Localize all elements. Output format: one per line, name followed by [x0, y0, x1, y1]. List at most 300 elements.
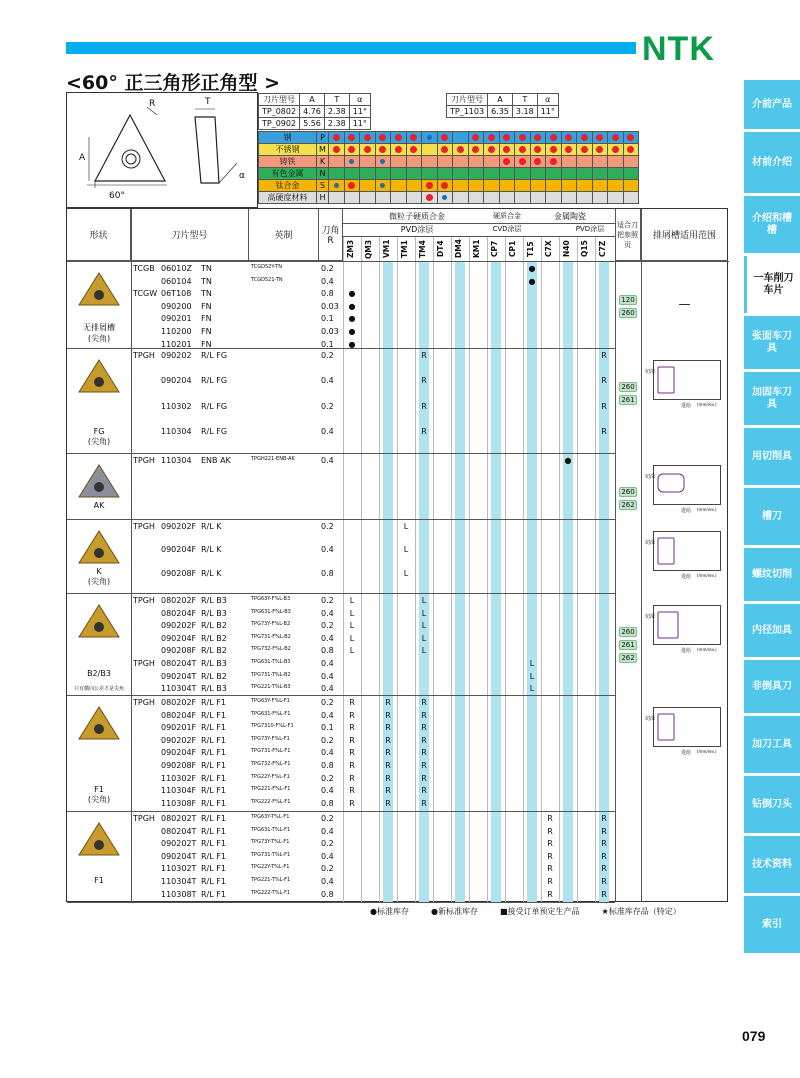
insert-size: 110304T — [161, 684, 197, 694]
shape-label: F1 (尖角) — [87, 785, 111, 804]
header-accent-bar — [66, 42, 636, 54]
stock-dot-icon — [627, 146, 634, 153]
material-cell — [546, 132, 562, 144]
grade-divider — [343, 237, 344, 902]
availability-mark: ● — [348, 339, 356, 349]
sidebar-item-label: 用切削具 — [752, 450, 792, 462]
sidebar-item[interactable] — [744, 428, 800, 485]
grade-label: Q15 — [580, 240, 589, 258]
grade-label: TM4 — [418, 240, 427, 258]
range-dash: — — [678, 297, 691, 311]
material-cell — [468, 192, 484, 204]
grade-column-band — [563, 261, 573, 902]
availability-mark: R — [349, 786, 355, 796]
ntk-logo: NTK — [642, 30, 715, 68]
material-cell — [592, 144, 608, 156]
material-cell — [530, 156, 546, 168]
insert-breaker: R/L F1 — [201, 698, 226, 707]
grade-divider — [541, 237, 542, 902]
availability-mark: R — [421, 698, 427, 707]
shape-label: B2/B3 — [87, 669, 111, 678]
insert-size: 110302T — [161, 864, 197, 874]
sidebar-item-label: 介前产品 — [752, 98, 792, 110]
availability-mark: R — [601, 426, 607, 436]
availability-mark: ● — [348, 314, 356, 324]
material-row — [259, 132, 639, 144]
stock-dot-icon — [534, 146, 541, 153]
shape-note: 只有横向公差才是尖角 — [73, 686, 124, 692]
ref-page-badge[interactable]: 261 — [619, 395, 637, 405]
insert-breaker: R/L K — [201, 568, 222, 578]
material-cell — [453, 156, 469, 168]
material-cell — [561, 144, 577, 156]
insert-radius: 0.1 — [321, 723, 334, 733]
material-cell — [515, 132, 531, 144]
material-cell — [499, 156, 515, 168]
material-name: 钛合金 — [259, 180, 317, 192]
insert-radius: 0.1 — [321, 314, 334, 324]
material-cell — [360, 180, 376, 192]
insert-size: 090201 — [161, 314, 192, 324]
grade-label: C7X — [544, 240, 553, 258]
material-cell — [515, 192, 531, 204]
insert-breaker: TN — [201, 289, 212, 299]
insert-english: TPG63Y-T%L-F1 — [251, 814, 290, 820]
grade-label: VM1 — [382, 239, 391, 259]
stock-dot-icon — [519, 158, 526, 165]
sidebar-item-label: 加固车刀具 — [752, 386, 792, 410]
material-cell — [391, 192, 407, 204]
insert-radius: 0.2 — [321, 735, 334, 745]
availability-mark: L — [403, 522, 409, 531]
material-cell — [422, 192, 438, 204]
availability-mark: R — [547, 814, 553, 823]
insert-size: 110302 — [161, 401, 192, 411]
insert-breaker: R/L F1 — [201, 839, 226, 849]
stock-dot-icon — [410, 134, 417, 141]
availability-mark: R — [547, 851, 553, 861]
header-radius: 刀角R — [319, 209, 343, 261]
insert-size: 090202F — [161, 621, 197, 631]
material-cell — [530, 168, 546, 180]
ref-page-badge[interactable]: 260 — [619, 382, 637, 392]
sidebar-item-label: 螺纹切削 — [752, 568, 792, 580]
insert-diagram — [66, 92, 258, 208]
ref-page-badge[interactable]: 262 — [619, 500, 637, 510]
insert-size: 090200 — [161, 301, 192, 311]
insert-breaker: R/L FG — [201, 376, 228, 386]
material-cell — [608, 192, 624, 204]
sidebar-item[interactable] — [744, 372, 800, 425]
material-cell — [375, 144, 391, 156]
material-cell — [608, 168, 624, 180]
group-micrograin: 微粒子硬质合金 — [389, 212, 445, 221]
chipbreaker-range-chart — [653, 605, 721, 645]
insert-size: 090208F — [161, 646, 197, 656]
insert-size: 090204T — [161, 851, 197, 861]
insert-radius: 0.4 — [321, 456, 334, 465]
insert-size: 06T108 — [161, 289, 192, 299]
sidebar — [744, 80, 800, 1000]
material-cell — [484, 156, 500, 168]
chart-unit: (mm/rev.) — [697, 573, 717, 578]
chart-unit: (mm/rev.) — [697, 749, 717, 754]
material-cell — [515, 180, 531, 192]
material-cell — [422, 144, 438, 156]
grade-column-band — [455, 261, 465, 902]
material-cell — [453, 144, 469, 156]
stock-dot-icon — [441, 146, 448, 153]
sidebar-item[interactable] — [744, 896, 800, 953]
legend-item: ●标准库存 — [370, 907, 409, 916]
ref-page-badge[interactable]: 261 — [619, 640, 637, 650]
insert-size: 080204F — [161, 710, 197, 720]
grade-divider — [577, 237, 578, 902]
stock-dot-icon — [364, 146, 371, 153]
grade-divider — [415, 237, 416, 902]
group-carbide-cvd: CVD涂层 — [492, 225, 522, 233]
insert-size: 080202F — [161, 698, 197, 707]
insert-breaker: R/L B3 — [201, 608, 227, 618]
insert-radius: 0.8 — [321, 289, 334, 299]
spec-header-cell: A — [300, 94, 325, 106]
stock-dot-icon — [333, 146, 340, 153]
insert-english: TPGH221-ENB-AK — [251, 456, 295, 462]
insert-size: 110304 — [161, 456, 192, 465]
sidebar-item[interactable] — [744, 488, 800, 545]
insert-breaker: R/L K — [201, 545, 222, 555]
insert-radius: 0.2 — [321, 621, 334, 631]
material-cell — [360, 144, 376, 156]
group-micrograin-pvd: PVD涂层 — [400, 225, 434, 234]
material-cell — [468, 156, 484, 168]
insert-english: TPG73Y-F%L-B2 — [251, 621, 291, 628]
availability-mark: R — [385, 723, 391, 733]
legend-item: ●新标准库存 — [430, 907, 478, 916]
stock-dot-icon — [472, 134, 479, 141]
insert-breaker: R/L FG — [201, 351, 228, 360]
insert-english: TPG22Y-F%L-F1 — [251, 773, 290, 780]
insert-breaker: R/L B3 — [201, 659, 227, 668]
insert-breaker: R/L FG — [201, 426, 228, 436]
insert-size: 090204F — [161, 545, 197, 555]
material-cell — [499, 168, 515, 180]
col-sep — [131, 209, 132, 902]
chipbreaker-range-chart — [653, 360, 721, 400]
material-cell — [329, 168, 345, 180]
insert-radius: 0.2 — [321, 814, 334, 823]
stock-dot-icon — [596, 134, 603, 141]
insert-breaker: R/L B2 — [201, 621, 227, 631]
legend-footer — [370, 906, 703, 917]
insert-size: 110308T — [161, 889, 197, 899]
insert-image — [75, 461, 123, 501]
material-cell — [530, 192, 546, 204]
material-cell — [484, 180, 500, 192]
spec-header-cell: 刀片型号 — [447, 94, 488, 106]
sidebar-item[interactable] — [744, 660, 800, 713]
stock-dot-icon — [503, 146, 510, 153]
insert-radius: 0.8 — [321, 798, 334, 808]
legend-item: ■接受订单预定生产品 — [499, 907, 580, 916]
insert-radius: 0.2 — [321, 596, 334, 605]
ref-page-badge[interactable]: 260 — [619, 627, 637, 637]
material-cell — [453, 192, 469, 204]
insert-radius: 0.4 — [321, 826, 334, 836]
material-cell — [561, 180, 577, 192]
sidebar-item-label: 槽刀 — [762, 510, 782, 522]
material-cell — [592, 156, 608, 168]
chart-xlabel: 进给 — [681, 508, 692, 514]
material-cell — [592, 180, 608, 192]
insert-english: TPG63Y-F%L-B3 — [251, 596, 291, 602]
stock-dot-icon — [550, 146, 557, 153]
material-cell — [344, 144, 360, 156]
insert-radius: 0.4 — [321, 877, 334, 886]
spec-cell: TP_1103 — [447, 106, 488, 118]
material-cell — [561, 192, 577, 204]
page-title: <60° 正三角形正角型 > — [66, 72, 281, 94]
material-cell — [406, 132, 422, 144]
sidebar-item[interactable] — [744, 256, 800, 313]
availability-mark: L — [421, 608, 427, 618]
material-cell — [344, 168, 360, 180]
spec-cell: 11° — [349, 106, 370, 118]
availability-mark: R — [601, 877, 607, 886]
material-code: M — [317, 144, 329, 156]
stock-dot-icon — [426, 194, 433, 201]
availability-mark: R — [601, 351, 607, 360]
stock-dot-icon — [441, 182, 448, 189]
ref-page-badge[interactable]: 260 — [619, 308, 637, 318]
material-cell — [546, 156, 562, 168]
sidebar-item[interactable] — [744, 80, 800, 129]
material-cell — [437, 156, 453, 168]
grade-divider — [487, 237, 488, 902]
stock-dot-icon — [348, 134, 355, 141]
insert-size: 110302F — [161, 773, 197, 783]
grade-label: CP1 — [508, 240, 517, 258]
insert-breaker: R/L B3 — [201, 684, 227, 694]
insert-breaker: R/L F1 — [201, 761, 226, 770]
availability-mark: R — [421, 761, 427, 770]
stock-dot-icon — [379, 134, 386, 141]
material-cell — [453, 132, 469, 144]
insert-breaker: R/L F1 — [201, 889, 226, 899]
chipbreaker-range-chart — [653, 707, 721, 747]
insert-size: 110200 — [161, 327, 192, 336]
material-row — [259, 156, 639, 168]
grade-divider — [379, 237, 380, 902]
ref-page-badge[interactable]: 120 — [619, 295, 637, 305]
grade-label: CP7 — [490, 240, 499, 258]
material-cell — [329, 192, 345, 204]
stock-dot-icon — [349, 159, 354, 164]
availability-mark: R — [385, 786, 391, 796]
insert-radius: 0.4 — [321, 748, 334, 758]
shape-label: FG (尖角) — [87, 427, 111, 446]
header-chipbreaker: 排屑槽适用范围 — [641, 209, 728, 261]
insert-series: TPGH — [133, 456, 155, 465]
material-cell — [406, 168, 422, 180]
availability-mark: R — [385, 698, 391, 707]
chart-unit: (mm/rev.) — [697, 507, 717, 512]
ref-page-badge[interactable]: 260 — [619, 487, 637, 497]
sidebar-item[interactable] — [744, 836, 800, 893]
sidebar-item[interactable] — [744, 776, 800, 833]
material-cell — [468, 180, 484, 192]
insert-image — [75, 527, 123, 567]
availability-mark: ● — [564, 456, 572, 465]
insert-radius: 0.4 — [321, 671, 334, 681]
material-cell — [391, 156, 407, 168]
insert-english: TPG631-F%L-F1 — [251, 710, 291, 717]
sidebar-item-label: 加刀工具 — [752, 738, 792, 750]
availability-mark: R — [349, 798, 355, 808]
insert-radius: 0.8 — [321, 761, 334, 770]
insert-size: 110304F — [161, 786, 197, 796]
grade-divider — [595, 237, 596, 902]
material-cell — [375, 180, 391, 192]
stock-dot-icon — [334, 183, 339, 188]
insert-size: 080204T — [161, 659, 197, 668]
insert-breaker: FN — [201, 339, 212, 349]
insert-size: 06010Z — [161, 264, 192, 273]
availability-mark: L — [349, 621, 355, 631]
material-cell — [484, 144, 500, 156]
insert-breaker: R/L F1 — [201, 798, 226, 808]
sidebar-item[interactable] — [744, 716, 800, 773]
grade-label: ZM3 — [346, 239, 355, 259]
insert-size: 080204T — [161, 826, 197, 836]
spec-table-left — [258, 93, 371, 130]
material-code: P — [317, 132, 329, 144]
availability-mark: L — [349, 633, 355, 643]
insert-radius: 0.4 — [321, 545, 334, 555]
material-cell — [375, 192, 391, 204]
sidebar-item[interactable] — [744, 132, 800, 193]
material-cell — [499, 192, 515, 204]
material-cell — [422, 168, 438, 180]
material-cell — [592, 168, 608, 180]
section-sep — [67, 695, 615, 696]
material-cell — [530, 132, 546, 144]
insert-english: TPG63Y-F%L-F1 — [251, 698, 290, 704]
insert-radius: 0.8 — [321, 568, 334, 578]
stock-dot-icon — [364, 134, 371, 141]
sidebar-item[interactable] — [744, 548, 800, 601]
material-cell — [608, 132, 624, 144]
stock-dot-icon — [441, 134, 448, 141]
header-ref-page: 适合刀把参照页 — [615, 209, 641, 261]
insert-breaker: R/L B2 — [201, 646, 227, 656]
stock-dot-icon — [581, 146, 588, 153]
material-name: 钢 — [259, 132, 317, 144]
sidebar-item[interactable] — [744, 196, 800, 253]
insert-size: 080202F — [161, 596, 197, 605]
insert-size: 090208F — [161, 761, 197, 770]
availability-mark: R — [601, 376, 607, 386]
insert-radius: 0.1 — [321, 339, 334, 349]
insert-english: TPG731-T%L-F1 — [251, 851, 291, 858]
insert-english: TCGD521-TN — [251, 276, 283, 283]
material-cell — [499, 132, 515, 144]
insert-series: TPGH — [133, 659, 155, 668]
insert-radius: 0.4 — [321, 376, 334, 386]
availability-mark: ● — [528, 264, 536, 273]
section-sep — [67, 811, 615, 812]
sidebar-item-label: 索引 — [762, 918, 782, 930]
insert-image — [75, 601, 123, 641]
insert-size: 110308F — [161, 798, 197, 808]
availability-mark: R — [547, 839, 553, 849]
availability-mark: R — [601, 401, 607, 411]
material-cell — [484, 132, 500, 144]
availability-mark: L — [403, 568, 409, 578]
insert-english: TPG221-F%L-F1 — [251, 786, 291, 793]
material-cell — [546, 192, 562, 204]
sidebar-item-label: 一车削刀车片 — [753, 272, 794, 296]
spec-header-row — [259, 94, 371, 106]
r-label: R — [149, 99, 156, 109]
spec-header-cell: α — [537, 94, 558, 106]
insert-radius: 0.2 — [321, 522, 334, 531]
insert-size: 060104 — [161, 276, 192, 286]
availability-mark: R — [601, 889, 607, 899]
sidebar-item[interactable] — [744, 316, 800, 369]
insert-size: 110304 — [161, 426, 192, 436]
insert-size: 080204F — [161, 608, 197, 618]
insert-radius: 0.4 — [321, 633, 334, 643]
stock-dot-icon — [503, 134, 510, 141]
availability-mark: R — [349, 710, 355, 720]
availability-mark: R — [421, 735, 427, 745]
stock-dot-icon — [550, 134, 557, 141]
availability-mark: L — [421, 596, 427, 605]
insert-english: TPG222-F%L-F1 — [251, 798, 291, 805]
sidebar-item-label: 非倒具刀 — [752, 680, 792, 692]
insert-series: TPGH — [133, 814, 155, 823]
material-code: H — [317, 192, 329, 204]
insert-radius: 0.2 — [321, 351, 334, 360]
availability-mark: R — [547, 877, 553, 886]
insert-radius: 0.03 — [321, 327, 339, 336]
insert-english: TPG731-F%L-F1 — [251, 748, 291, 755]
header-sep — [67, 261, 729, 262]
t-label: T — [205, 97, 211, 107]
availability-mark: L — [349, 596, 355, 605]
ref-page-badge[interactable]: 262 — [619, 653, 637, 663]
material-cell — [453, 168, 469, 180]
sidebar-item[interactable] — [744, 604, 800, 657]
material-cell — [484, 168, 500, 180]
availability-mark: L — [529, 684, 535, 694]
insert-english: TPG221-T%L-B3 — [251, 684, 291, 691]
material-cell — [329, 144, 345, 156]
insert-radius: 0.4 — [321, 710, 334, 720]
insert-size: 090202 — [161, 351, 192, 360]
material-cell — [406, 156, 422, 168]
availability-mark: R — [547, 889, 553, 899]
material-cell — [577, 144, 593, 156]
insert-english: TPG222-T%L-F1 — [251, 889, 291, 896]
availability-mark: R — [601, 826, 607, 836]
material-cell — [360, 132, 376, 144]
material-cell — [360, 192, 376, 204]
material-cell — [499, 180, 515, 192]
insert-breaker: TN — [201, 276, 212, 286]
availability-mark: R — [349, 698, 355, 707]
